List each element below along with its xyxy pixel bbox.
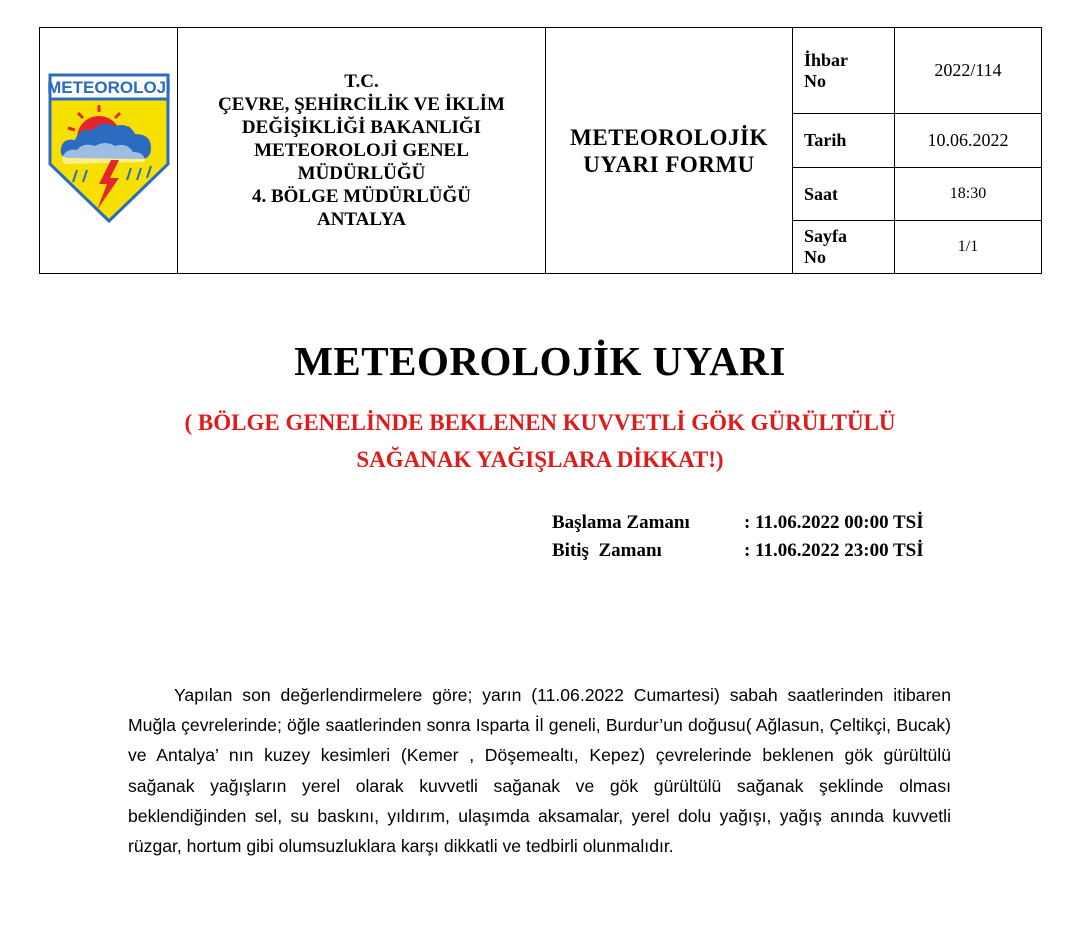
org-line: DEĞİŞİKLİĞİ BAKANLIĞI [241, 117, 482, 138]
sayfa-label-line: Sayfa [804, 226, 848, 246]
sayfa-value: 1/1 [895, 221, 1042, 274]
organization-cell [178, 28, 546, 274]
saat-value: 18:30 [895, 168, 1042, 221]
tarih-label: Tarih [793, 114, 895, 168]
form-title-line: METEOROLOJİK [570, 124, 768, 150]
tarih-value: 10.06.2022 [895, 114, 1042, 168]
org-line: 4. BÖLGE MÜDÜRLÜĞÜ [251, 186, 472, 207]
subtitle-line: ( BÖLGE GENELİNDE BEKLENEN KUVVETLİ GÖK GÜRÜLTÜLÜ [184, 410, 896, 435]
start-time-value: : 11.06.2022 00:00 TSİ [744, 512, 924, 533]
ihbar-label-line: İhbar [804, 49, 849, 70]
subtitle-line: SAĞANAK YAĞIŞLARA DİKKAT!) [356, 447, 724, 472]
warning-body-text: Yapılan son değerlendirmelere göre; yarın (11.06.2022 Cumartesi) sabah saatlerinden itibaren Muğla çevrelerinde; öğle saatlerinden sonra Isparta İl geneli, Burdur’un doğusu( Ağlasun, Çeltikçi, Bucak) ve Antalya’ nın kuzey kesimleri (Kemer , Döşemealtı, Kepez) çevrelerinde beklenen gök gürültülü sağanak yağışların yerel olarak kuvvetli sağanak ve gök gürültülü sağanak şeklinde olması beklendiğinden sel, su baskını, yıldırım, ulaşımda aksamalar, yerel dolu yağışı, yağış anında kuvvetli rüzgar, hortum gibi olumsuzluklara karşı dikkatli ve tedbirli olunmalıdır. [128, 685, 951, 857]
end-time-value: : 11.06.2022 23:00 TSİ [744, 540, 924, 561]
ihbar-value: 2022/114 [895, 28, 1042, 114]
end-time-label: Bitiş Zamanı [552, 540, 662, 561]
org-line: ANTALYA [316, 209, 407, 230]
start-time-label: Başlama Zamanı [552, 512, 690, 533]
end-time-row [552, 537, 924, 565]
org-line: T.C. [344, 71, 379, 92]
sayfa-label-line: No [804, 247, 826, 267]
logo-cell [40, 28, 178, 274]
warning-times [552, 509, 924, 565]
logo-text: METEOROLOJİ [46, 78, 171, 97]
warning-subtitle [0, 404, 1080, 478]
saat-label: Saat [793, 168, 895, 221]
ihbar-label [793, 28, 895, 114]
org-line: ÇEVRE, ŞEHİRCİLİK VE İKLİM [218, 94, 505, 115]
org-line: METEOROLOJİ GENEL [254, 140, 469, 161]
org-line: MÜDÜRLÜĞÜ [297, 163, 426, 184]
header-table [39, 27, 1042, 274]
form-title-cell [546, 28, 793, 274]
ihbar-label-line: No [804, 70, 826, 91]
page-title: METEOROLOJİK UYARI [294, 338, 786, 384]
sayfa-label [793, 221, 895, 274]
meteoroloji-logo-icon [47, 72, 171, 224]
form-title-line: UYARI FORMU [583, 151, 755, 177]
start-time-row [552, 509, 924, 537]
